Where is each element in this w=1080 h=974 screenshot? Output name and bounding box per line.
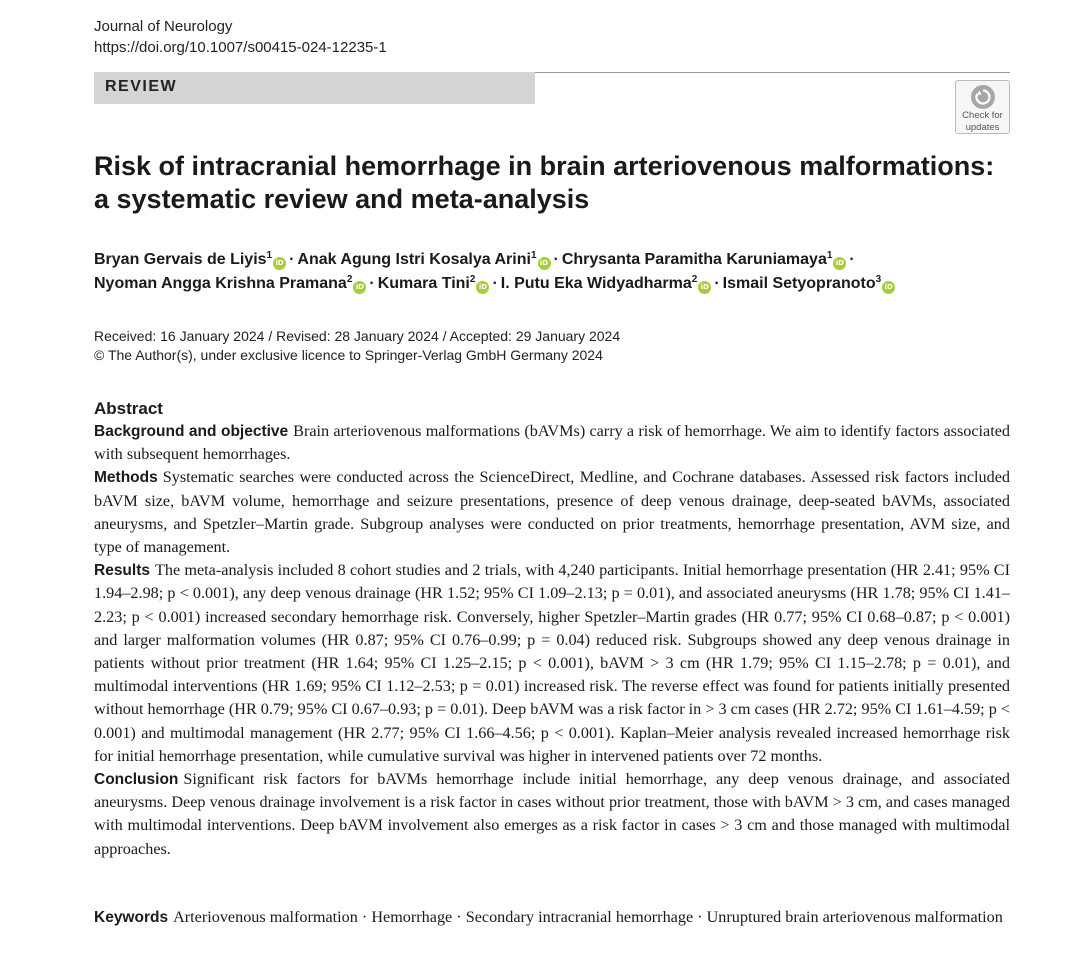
article-title	[94, 150, 1004, 216]
check-updates-icon	[971, 85, 995, 109]
keywords-label: Keywords	[94, 909, 169, 926]
abstract-text: Brain arteriovenous malformations (bAVMs) carry a risk of hemorrhage. We aim to identify factors associated with subsequent hemorrhages.	[94, 422, 1010, 464]
affiliation-marker: 2	[469, 274, 476, 285]
author-list	[94, 248, 1010, 296]
article-type-label: REVIEW	[105, 78, 178, 95]
author-separator: ·	[492, 275, 498, 292]
author[interactable]	[94, 275, 366, 292]
affiliation-marker: 2	[691, 274, 698, 285]
affiliation-marker: 2	[346, 274, 353, 285]
copyright-notice: © The Author(s), under exclusive licence to Springer-Verlag GmbH Germany 2024	[94, 347, 603, 363]
keywords-text: Arteriovenous malformation · Hemorrhage · Secondary intracranial hemorrhage · Unruptured brain arteriovenous malformation	[173, 908, 1003, 926]
author-name: Kumara Tini	[377, 275, 470, 292]
abstract-text: Significant risk factors for bAVMs hemorrhage include initial hemorrhage, any deep venous drainage, and associated aneurysms. Deep venous drainage involvement is a risk factor in cases without prior treatment, those with bAVM > 3 cm, and cases managed with multimodal interventions. Deep bAVM involvement also emerges as a risk factor in cases > 3 cm and those managed with multimodal approaches.	[94, 770, 1010, 858]
abstract-paragraph-methods	[94, 466, 1010, 559]
orcid-icon[interactable]: iD	[538, 257, 551, 270]
abstract-label: Results	[94, 562, 150, 580]
abstract-label: Background and objective	[94, 423, 289, 440]
journal-name: Journal of Neurology	[94, 18, 233, 35]
article-type-bar	[94, 72, 535, 104]
abstract-heading: Abstract	[94, 399, 163, 418]
title-line-2: a systematic review and meta-analysis	[94, 184, 590, 214]
author-name: Ismail Setyopranoto	[722, 275, 876, 292]
check-for-updates-button[interactable]	[955, 80, 1010, 134]
article-dates: Received: 16 January 2024 / Revised: 28 January 2024 / Accepted: 29 January 2024	[94, 328, 621, 344]
author-separator: ·	[849, 251, 855, 268]
orcid-icon[interactable]: iD	[882, 281, 895, 294]
abstract-label: Conclusion	[94, 771, 179, 789]
author[interactable]	[297, 251, 550, 268]
affiliation-marker: 1	[530, 250, 537, 261]
author-name: Nyoman Angga Krishna Pramana	[94, 275, 347, 292]
orcid-icon[interactable]: iD	[476, 281, 489, 294]
abstract-text: Systematic searches were conducted across the ScienceDirect, Medline, and Cochrane databases. Assessed risk factors included bAVM size, bAVM volume, hemorrhage and seizure presentations, presence of deep venous drainage, deep-seated bAVMs, associated aneurysms, and Spetzler–Martin grade. Subgroup analyses were conducted on prior treatments, hemorrhage presentation, AVM size, and type of management.	[94, 468, 1010, 557]
author[interactable]	[94, 251, 286, 268]
author-separator: ·	[369, 275, 375, 292]
orcid-icon[interactable]: iD	[273, 257, 286, 270]
check-updates-line1: Check for	[962, 110, 1003, 121]
abstract-label: Methods	[94, 469, 158, 487]
title-line-1: Risk of intracranial hemorrhage in brain arteriovenous malformations:	[94, 151, 995, 181]
author-separator: ·	[553, 251, 559, 268]
author[interactable]	[723, 275, 895, 292]
author-name: Anak Agung Istri Kosalya Arini	[297, 251, 531, 268]
author[interactable]	[501, 275, 712, 292]
abstract-section	[94, 397, 1010, 861]
affiliation-marker: 3	[875, 274, 882, 285]
abstract-paragraph-conclusion	[94, 768, 1010, 861]
orcid-icon[interactable]: iD	[353, 281, 366, 294]
author-separator: ·	[289, 251, 295, 268]
orcid-icon[interactable]: iD	[698, 281, 711, 294]
author[interactable]	[378, 275, 490, 292]
affiliation-marker: 1	[826, 250, 833, 261]
keywords-section	[94, 906, 1010, 929]
orcid-icon[interactable]: iD	[833, 257, 846, 270]
check-updates-line2: updates	[965, 122, 1000, 133]
author[interactable]	[562, 251, 847, 268]
abstract-text: The meta-analysis included 8 cohort studies and 2 trials, with 4,240 participants. Initial hemorrhage presentation (HR 2.41; 95% CI 1.94–2.98; p < 0.001), any deep venous drainage (HR 1.52; 95% CI 1.09–2.13; p = 0.01), and associated aneurysms (HR 1.78; 95% CI 1.41–2.23; p < 0.001) increased secondary hemorrhage risk. Conversely, higher Spetzler–Martin grades (HR 0.77; 95% CI 0.68–0.87; p < 0.001) and larger malformation volumes (HR 0.87; 95% CI 0.76–0.99; p = 0.04) reduced risk. Subgroups showed any deep venous drainage in patients without prior treatment (HR 1.64; 95% CI 1.25–2.15; p < 0.001), bAVM > 3 cm (HR 1.79; 95% CI 1.15–2.78; p = 0.01), and multimodal interventions (HR 1.69; 95% CI 1.12–2.53; p = 0.01) increased risk. The reverse effect was found for patients initially presented without hemorrhage (HR 0.79; 95% CI 0.67–0.93; p = 0.01). Deep bAVM was a risk factor in > 3 cm cases (HR 2.72; 95% CI 1.61–4.59; p < 0.001) and multimodal management (HR 2.77; 95% CI 1.66–4.56; p < 0.001). Kaplan–Meier analysis revealed increased hemorrhage risk for initial hemorrhage presentation, while cumulative survival was higher in intervened patients over 72 months.	[94, 561, 1010, 765]
author-name: Bryan Gervais de Liyis	[94, 251, 267, 268]
doi-link[interactable]: https://doi.org/10.1007/s00415-024-12235-1	[94, 39, 387, 56]
author-name: I. Putu Eka Widyadharma	[500, 275, 692, 292]
abstract-paragraph-background	[94, 420, 1010, 466]
abstract-paragraph-results	[94, 559, 1010, 768]
affiliation-marker: 1	[266, 250, 273, 261]
author-separator: ·	[714, 275, 720, 292]
author-name: Chrysanta Paramitha Karuniamaya	[561, 251, 827, 268]
